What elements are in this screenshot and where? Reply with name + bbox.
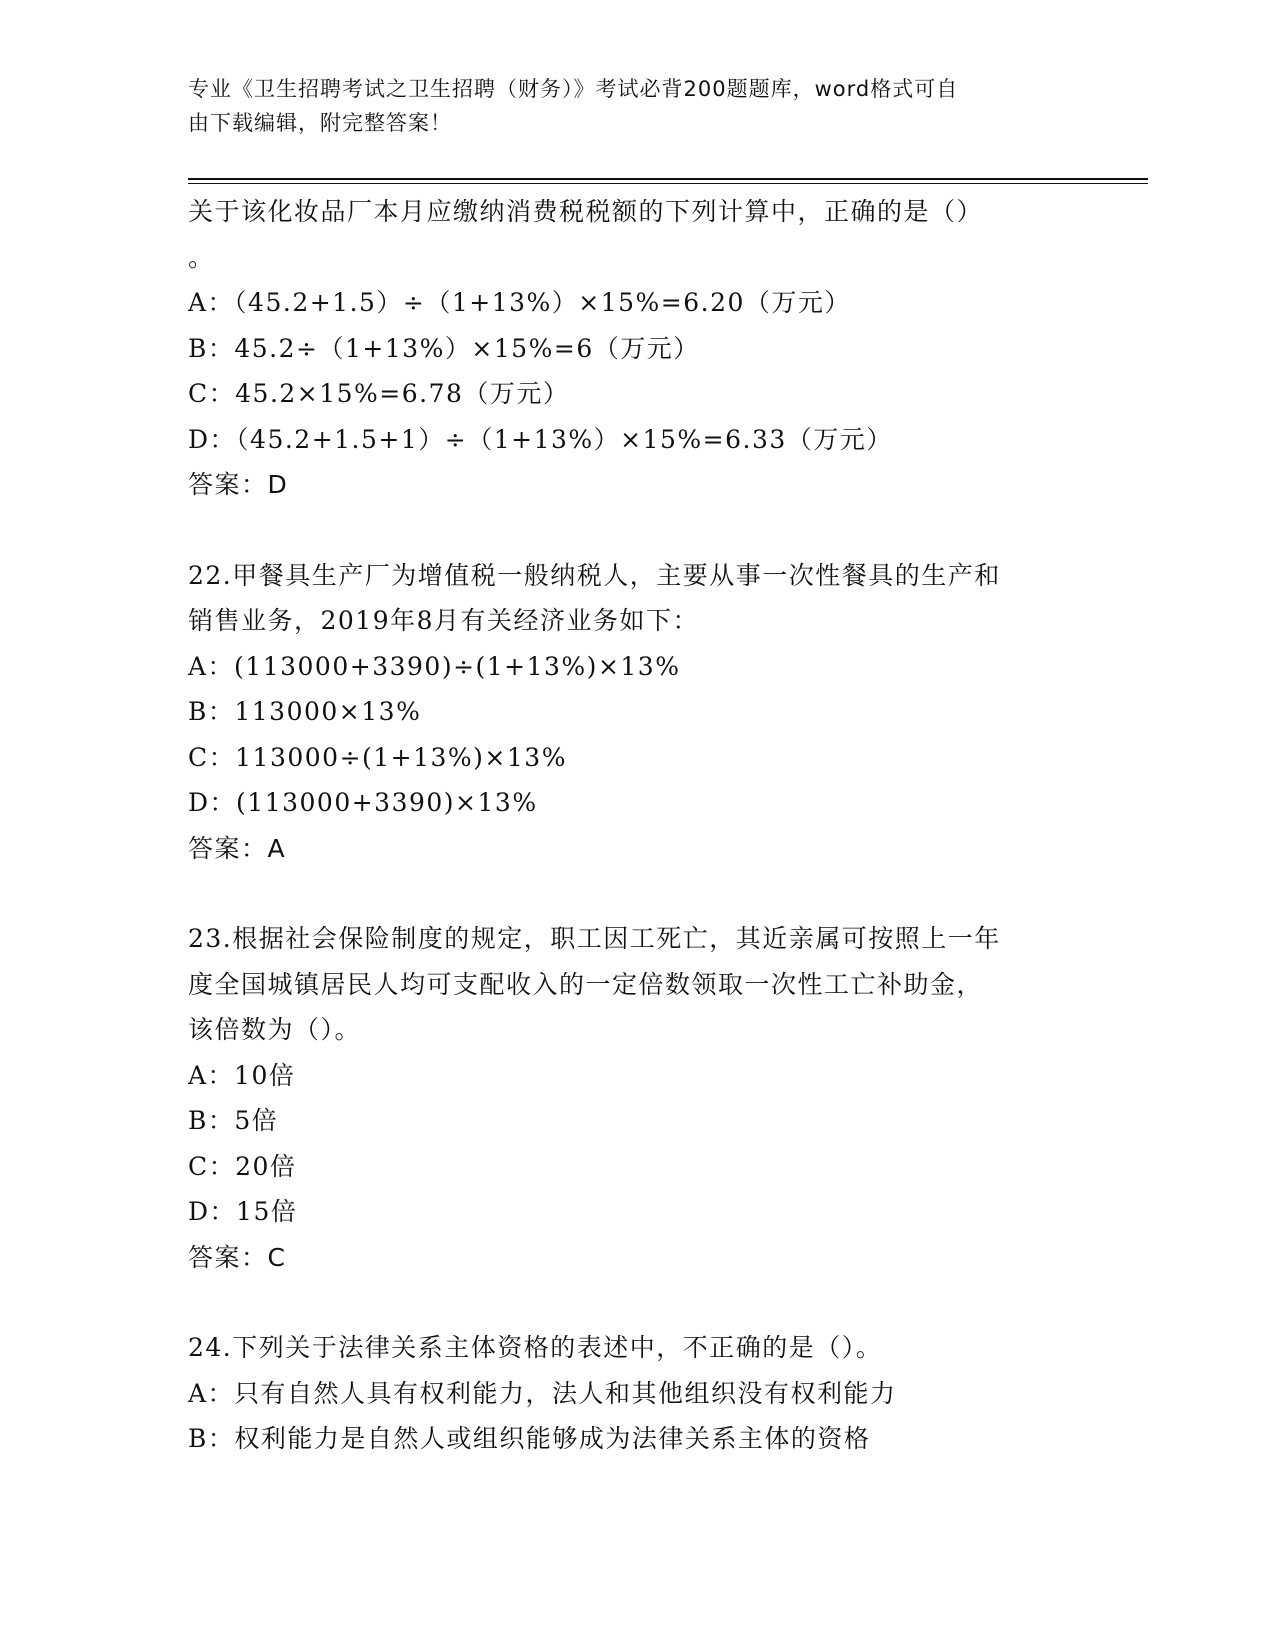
option-b: B：45.2÷（1+13%）×15%=6（万元） [188, 333, 700, 363]
option-a: A：10倍 [188, 1060, 296, 1090]
question-22 [188, 553, 1088, 872]
question-list [188, 189, 1088, 1462]
spacer [188, 871, 1088, 916]
question-stem: 销售业务，2019年8月有关经济业务如下： [188, 606, 700, 635]
header-line-2: 由下载编辑，附完整答案！ [188, 111, 452, 135]
option-c: C：113000÷(1+13%)×13% [188, 742, 567, 772]
spacer [188, 508, 1088, 553]
spacer [188, 1280, 1088, 1325]
option-c: C：45.2×15%=6.78（万元） [188, 379, 570, 408]
question-21 [188, 189, 1088, 508]
question-stem: 该倍数为（）。 [188, 1015, 362, 1044]
question-24 [188, 1325, 1088, 1462]
question-23 [188, 916, 1088, 1280]
option-a: A：(113000+3390)÷(1+13%)×13% [188, 651, 681, 681]
header-rule-thick [188, 178, 1148, 180]
option-d: D：(113000+3390)×13% [188, 788, 538, 817]
option-b: B：5倍 [188, 1106, 279, 1135]
header-line-1: 专业《卫生招聘考试之卫生招聘（财务）》考试必背200题题库，word格式可自 [188, 77, 959, 101]
option-b: B：权利能力是自然人或组织能够成为法律关系主体的资格 [188, 1424, 871, 1453]
document-header [188, 72, 1068, 140]
option-d: D：15倍 [188, 1197, 298, 1226]
option-a: A：（45.2+1.5）÷（1+13%）×15%=6.20（万元） [188, 288, 851, 317]
header-rule-thin [188, 183, 1148, 184]
question-stem: 关于该化妆品厂本月应缴纳消费税税额的下列计算中，正确的是（） [188, 197, 984, 226]
question-stem: 24.下列关于法律关系主体资格的表述中，不正确的是（）。 [188, 1333, 883, 1362]
question-stem: 23.根据社会保险制度的规定，职工因工死亡，其近亲属可按照上一年 [188, 924, 1001, 953]
answer-line: 答案：A [188, 833, 287, 863]
option-b: B：113000×13% [188, 697, 422, 726]
question-stem: 22.甲餐具生产厂为增值税一般纳税人，主要从事一次性餐具的生产和 [188, 560, 1001, 590]
option-d: D：（45.2+1.5+1）÷（1+13%）×15%=6.33（万元） [188, 424, 893, 454]
answer-line: 答案：D [188, 470, 289, 499]
option-c: C：20倍 [188, 1151, 297, 1181]
question-stem: 度全国城镇居民人均可支配收入的一定倍数领取一次性工亡补助金， [188, 969, 984, 999]
option-a: A：只有自然人具有权利能力，法人和其他组织没有权利能力 [188, 1378, 897, 1408]
question-stem: 。 [188, 242, 215, 272]
answer-line: 答案：C [188, 1242, 287, 1272]
